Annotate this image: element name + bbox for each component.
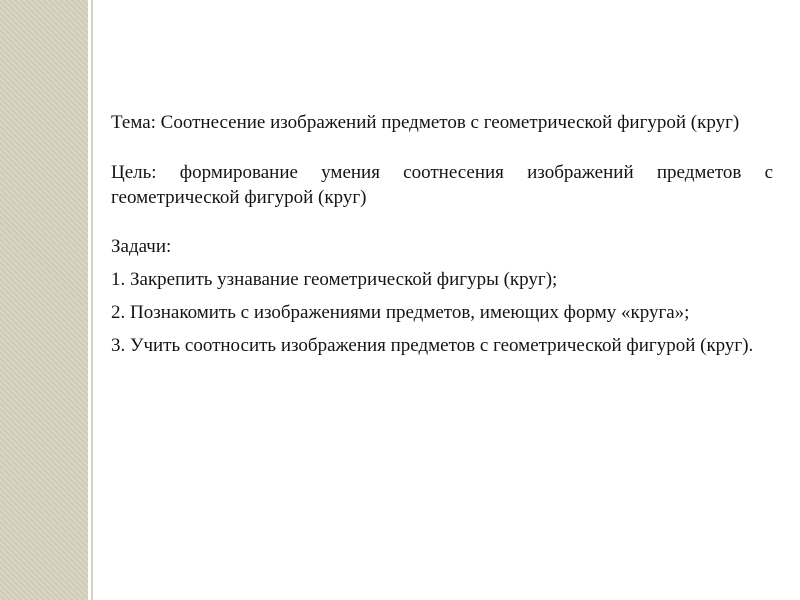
task-item-1: 1. Закрепить узнавание геометрической фигуры (круг); (111, 269, 558, 290)
goal-text: Цель: формирование умения соотнесения изображений предметов с геометрической фигурой (круг) (111, 162, 773, 208)
task-item-3: 3. Учить соотносить изображения предметов с геометрической фигурой (круг). (111, 335, 754, 356)
decorative-side-band (0, 0, 88, 600)
decorative-side-rule (91, 0, 93, 600)
task-item-2: 2. Познакомить с изображениями предметов, имеющих форму «круга»; (111, 302, 690, 323)
slide-content (111, 110, 773, 366)
topic-text: Тема: Соотнесение изображений предметов с геометрической фигурой (круг) (111, 112, 740, 133)
tasks-heading: Задачи: (111, 236, 172, 257)
